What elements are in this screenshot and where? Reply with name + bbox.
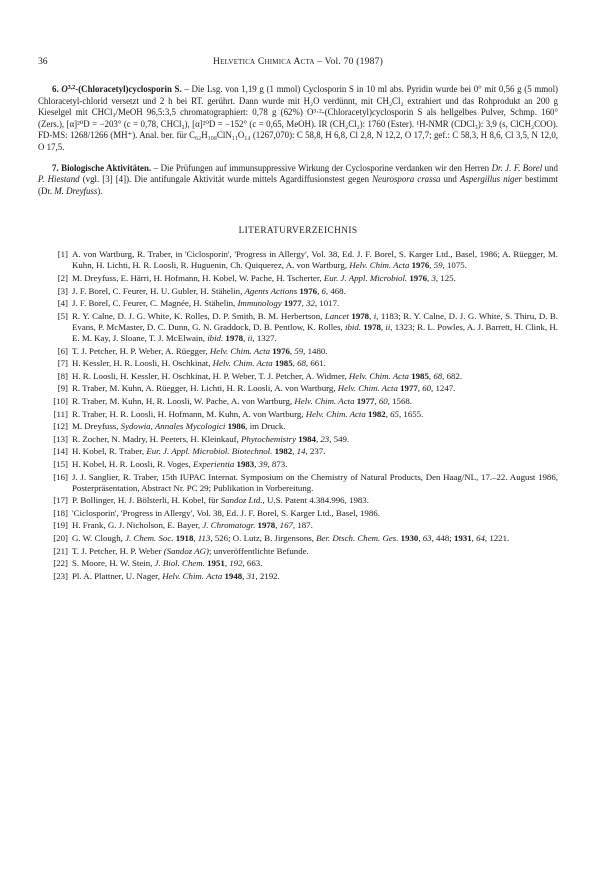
reference-text: , [369,310,374,321]
reference-text: , [292,358,298,369]
reference-text: , 1221. [484,533,510,543]
reference-year: 1982 [368,408,386,419]
reference-italic-text: Helv. Chim. Acta [294,395,355,406]
reference-italic-text: Agents Actions [244,285,298,296]
reference-italic-text: (Sandoz AG) [163,545,209,556]
section-7-text-2: und [542,162,558,173]
reference-italic-text: Helv. Chim. Acta [305,408,366,419]
reference-italic-text: Ber. Dtsch. Chem. Ges. [316,533,399,543]
reference-text: , 549. [329,433,350,444]
reference-item [38,446,558,457]
reference-text: , [243,333,248,343]
reference-text: , 1327. [252,333,277,343]
reference-year: 1976 [411,260,430,271]
reference-italic-text: 3 [431,273,436,284]
reference-text: J. F. Borel, C. Feurer, C. Magnée, H. Stähelin, [72,298,238,309]
reference-italic-text: 59 [433,260,443,271]
person-borel: Dr. J. F. Borel [491,162,543,173]
reference-text: T. J. Petcher, H. P. Weber [72,545,164,556]
reference-item [38,571,558,582]
reference-italic-text: Helv. Chim. Acta [162,570,223,581]
reference-text: , [374,395,379,406]
reference-number: [2] [57,273,68,284]
reference-text: , 1075. [442,260,467,271]
reference-text: , [292,446,297,457]
reference-text: H. Kobel, H. R. Loosli, R. Voges, [72,458,194,469]
reference-year: 1951 [207,558,225,569]
reference-text: A. von Wartburg, R. Traber, in 'Ciclosporin', 'Progress in Allergy', Vol. 38, Ed. J. F. Borel, S. Karger Ltd., Basel, 1986; A. Rüegger, M. Kuhn, H. Lichti, H. R. Loosli, R. Huguenin, Ch. Quiquerez, A. von Wartburg, [72,249,558,271]
section-6-text: – Die Lsg. von 1,19 g (1 mmol) Cyclosporin S in 10 ml abs. Pyridin wurde bei 0° mit 0,56 g (5 mmol) Chloracetyl-chlorid versetzt und 2 h bei RT. gerührt. Dann wurde mit H₂O verdünnt, mit CH₂Cl₂ extrahiert und das Rohprodukt an 200 g Kieselgel mit CHCl₃/MeOH 96,5:3,5 chromatographiert: 0,78 g (62%) O³·²-(Chloracetyl)cyclosporin S als hellgelbes Pulver, Schmp. 160° (Zers.), [α]²⁰D = −203° (c = 0,78, CHCl₃), [α]²⁰D = −152° (c = 0,65, MeOH). IR (CH₂Cl₂): 1760 (Ester). ¹H-NMR (CDCl₃): 3,9 (s, ClCH₂COO). FD-MS: 1268/1266 (MH⁺). Anal. ber. für C₆₂H₁₀₈ClN₁₁O₁₄ (1267,070): C 58,8, H 6,8, Cl 2,8, N 12,2, O 17,7; gef.: C 58,3, H 8,6, Cl 3,5, N 12,0, O 17,5. [38,84,558,152]
reference-italic-text: Sydowia, Annales Mycologici [120,421,226,432]
species-neurospora: Neurospora crassa [372,174,441,185]
reference-text: , 125. [435,273,456,284]
reference-italic-text: 23 [320,433,330,444]
reference-item [38,533,558,544]
reference-number: [5] [57,310,68,321]
reference-number: [4] [57,298,68,309]
reference-text: S. Moore, H. W. Stein, [72,558,155,569]
reference-text: , 448; [431,533,454,543]
reference-number: [20] [53,533,68,543]
reference-italic-text: Sandoz Ltd. [220,495,263,506]
reference-number: [3] [57,285,68,296]
reference-italic-text: Helv. Chim. Acta [212,358,273,369]
reference-text: , 187. [292,520,313,531]
reference-year: 1985 [411,370,429,381]
reference-text: , [254,458,259,469]
reference-text: H. Kessler, H. R. Loosli, H. Oschkinat, [72,358,213,369]
reference-italic-text: 68 [433,370,443,381]
reference-item [38,286,558,297]
person-dreyfuss: M. Dreyfuss [54,185,98,196]
species-aspergillus: Aspergillus niger [459,174,522,185]
reference-number: [13] [53,433,68,444]
reference-year: 1982 [274,446,293,457]
reference-text: H. Frank, G. J. Nicholson, E. Bayer, [72,520,203,531]
reference-text: , [275,520,280,531]
reference-item [38,371,558,382]
reference-number: [12] [53,421,68,432]
reference-italic-text: ii [247,333,253,343]
reference-number: [21] [53,545,68,556]
section-6-heading-superscript: 3,2 [67,85,76,91]
journal-name: Helvetica Chimica Acta [213,56,315,67]
reference-italic-text: 64 [476,533,485,543]
reference-italic-text: J. Chromatogr. [202,520,256,531]
reference-text: , [385,408,391,419]
reference-italic-text: 113 [197,533,211,543]
reference-year: 1930 [400,533,419,543]
journal-title [38,56,558,67]
reference-text: G. W. Clough, [72,533,126,543]
reference-italic-text: J. Chem. Soc. [125,533,174,543]
reference-text: , 682. [442,370,463,381]
section-7-heading: 7. Biologische Aktivitäten. [52,162,152,173]
experimental-paragraph-6 [38,83,558,154]
reference-italic-text: 60 [422,383,432,394]
reference-text: , [471,533,477,543]
reference-item [38,396,558,407]
reference-item [38,421,558,432]
reference-italic-text: Helv. Chim. Acta [337,383,398,394]
reference-text: , [380,321,386,332]
reference-italic-text: 6 [321,285,326,296]
reference-year: 1978 [257,520,276,531]
references-title: LITERATURVERZEICHNIS [238,226,358,237]
reference-item [38,409,558,420]
reference-list [38,249,558,582]
reference-number: [8] [57,370,68,381]
reference-text: T. J. Petcher, H. P. Weber, A. Rüegger, [72,345,210,356]
reference-italic-text: 39 [258,458,268,469]
reference-text: R. Traber, H. R. Loosli, H. Hofmann, M. Kuhn, A. von Wartburg, [72,408,306,419]
reference-text: H. R. Loosli, H. Kessler, H. Oschkinat, H. P. Weber, T. J. Petcher, A. Widmer, [72,370,349,381]
reference-text: , U.S. Patent 4.384.996, 1983. [262,495,369,506]
reference-italic-text: 60 [378,395,388,406]
reference-year: 1978 [225,333,244,343]
reference-italic-text: 59 [294,345,304,356]
reference-text: , [242,570,247,581]
reference-italic-text: ibid. [207,333,224,343]
reference-text: , 2192. [255,570,280,581]
reference-italic-text: 68 [297,358,306,369]
reference-year: 1977 [356,395,375,406]
reference-text: , [224,558,230,569]
section-7-text-1: – Die Prüfungen auf immunsuppressive Wirkung der Cyclosporine verdanken wir den Herren [151,162,492,173]
reference-year: 1918 [175,533,194,543]
reference-number: [19] [53,520,68,531]
reference-item [38,558,558,569]
reference-italic-text: 167 [279,520,293,531]
section-6-heading-title: -(Chloracetyl)cyclosporin S. [75,84,182,94]
reference-item [38,520,558,531]
reference-italic-text: 65 [390,408,399,419]
reference-italic-text: Phytochemistry [241,433,297,444]
reference-text: R. Traber, M. Kuhn, H. R. Loosli, W. Pache, A. von Wartburg, [72,395,295,406]
reference-text: H. Kobel, R. Traber, [72,446,147,457]
reference-text: M. Dreyfuss, E. Härri, H. Hofmann, H. Kobel, W. Pache, H. Tscherter, [72,273,324,284]
reference-text: , 1323; R. L. Powles, A. J. Barrett, H. Clink, H. E. M. Kay, J. Sloane, T. J. McElwain, [72,321,559,343]
page-number: 36 [38,56,48,67]
reference-number: [7] [57,358,68,369]
reference-text: ; unveröffentlichte Befunde. [208,545,309,556]
reference-number: [23] [53,570,68,581]
reference-item [38,249,558,271]
reference-text: , [427,273,432,284]
journal-volume: – Vol. 70 (1987) [317,56,383,67]
reference-text: , 873. [267,458,288,469]
reference-text: , 237. [305,446,326,457]
reference-number: [11] [53,408,68,419]
experimental-paragraph-7 [38,163,558,198]
reference-item [38,311,558,344]
reference-text: 'Ciclosporin', 'Progress in Allergy', Vol. 38, Ed. J. F. Borel, S. Karger Ltd., Basel, 1986. [72,507,380,518]
reference-item [38,383,558,394]
reference-text: R. Traber, M. Kuhn, A. Rüegger, H. Lichti, H. R. Loosli, A. von Wartburg, [72,383,338,394]
reference-italic-text: ii [385,321,391,332]
reference-text: , [417,383,423,394]
reference-item [38,495,558,506]
reference-text: , 1480. [303,345,328,356]
reference-number: [10] [53,395,68,406]
reference-italic-text: Helv. Chim. Acta [348,370,409,381]
reference-year: 1948 [224,570,243,581]
page-body [38,83,558,583]
reference-italic-text: Immunology [237,298,282,309]
reference-year: 1983 [236,458,255,469]
reference-year: 1978 [351,310,370,321]
reference-italic-text: i [373,310,377,321]
reference-text: , 526; O. Lutz, B. Jirgensons, [210,533,317,543]
section-7-text-5: bestimmt (Dr. [38,174,558,196]
reference-year: 1976 [272,345,290,356]
reference-year: 1984 [298,433,316,444]
reference-year: 1978 [363,321,381,332]
reference-text: , [317,285,322,296]
reference-year: 1977 [400,383,418,394]
reference-year: 1977 [283,298,302,309]
reference-item [38,459,558,470]
reference-text: , [289,345,295,356]
reference-italic-text: 192 [229,558,243,569]
reference-item [38,346,558,357]
reference-text: , [315,433,321,444]
reference-text: , [429,260,434,271]
reference-text: , im Druck. [245,421,286,432]
reference-text: J. F. Borel, C. Feurer, H. U. Gubler, H. Stähelin, [72,285,245,296]
reference-italic-text: Lancet [324,310,349,321]
section-7-text-6: ). [97,185,103,196]
reference-text: , 661. [305,358,326,369]
reference-italic-text: Eur. J. Appl. Microbiol. Biotechnol. [146,446,273,457]
reference-number: [15] [53,458,68,469]
reference-text: , [418,533,423,543]
section-7-text-4: und [440,174,460,185]
reference-text: , 1568. [387,395,412,406]
reference-item [38,273,558,284]
reference-text: , 1183; R. Y. Calne, D. J. G. White, S. Thiru, D. B. Evans, P. McMaster, D. C. Dunn, G. N. Graddock, D. B. Pentlow, K. Rolles, [72,310,559,332]
reference-text: Pl. A. Plattner, U. Nager, [72,570,163,581]
section-7-text-3: (vgl. [3] [4]). Die antifungale Aktivität wurde mittels Agardiffusionstest gegen [79,174,373,185]
reference-italic-text: 14 [296,446,306,457]
reference-text: , 468. [325,285,346,296]
reference-item [38,434,558,445]
reference-item [38,358,558,369]
reference-number: [1] [57,249,68,260]
reference-text: , 1655. [398,408,424,419]
reference-number: [6] [57,345,68,356]
reference-text: J. J. Sanglier, R. Traber, 15th IUPAC Internat. Symposium on the Chemistry of Natural Products, Den Haag/NL, 17.–22. August 1986, Posterpräsentation, Abstract Nr. PC 29; Publikation in Vorbereitung. [72,471,558,493]
reference-text: , [301,298,307,309]
reference-text: , [428,370,434,381]
running-header [38,56,558,70]
reference-text: , [193,533,198,543]
reference-text: , 1247. [431,383,456,394]
reference-text: M. Dreyfuss, [72,421,121,432]
reference-text: R. Y. Calne, D. J. G. White, K. Rolles, D. P. Smith, B. M. Herbertson, [72,310,325,321]
reference-text: R. Zocher, N. Madry, H. Peeters, H. Kleinkauf, [72,433,242,444]
reference-italic-text: 63 [422,533,432,543]
person-hiestand: P. Hiestand [38,174,80,185]
reference-italic-text: ibid. [345,321,361,332]
reference-text: P. Bollinger, H. J. Bölsterli, H. Kobel, für [72,495,221,506]
reference-item [38,508,558,519]
reference-year: 1931 [453,533,472,543]
reference-text: , 663. [242,558,263,569]
reference-text: , 1017. [314,298,340,309]
reference-number: [9] [57,383,68,394]
reference-italic-text: Helv. Chim. Acta [209,345,270,356]
reference-italic-text: Helv. Chim. Acta [349,260,410,271]
reference-item [38,298,558,309]
reference-year: 1976 [299,285,318,296]
reference-italic-text: Eur. J. Appl. Microbiol. [323,273,408,284]
section-6-number: 6. [52,84,62,94]
reference-item [38,546,558,557]
reference-year: 1985 [274,358,293,369]
reference-number: [22] [53,558,68,569]
reference-item [38,472,558,494]
section-6-heading-letter: O [61,84,68,94]
reference-italic-text: Experientia [193,458,235,469]
reference-italic-text: 32 [306,298,315,309]
reference-year: 1986 [227,421,246,432]
reference-year: 1976 [409,273,428,284]
reference-number: [17] [53,495,68,506]
reference-italic-text: 31 [246,570,256,581]
reference-number: [16] [53,471,68,482]
section-6-heading [52,84,182,94]
reference-italic-text: J. Biol. Chem. [154,558,205,569]
reference-number: [14] [53,446,68,457]
reference-number: [18] [53,507,68,518]
